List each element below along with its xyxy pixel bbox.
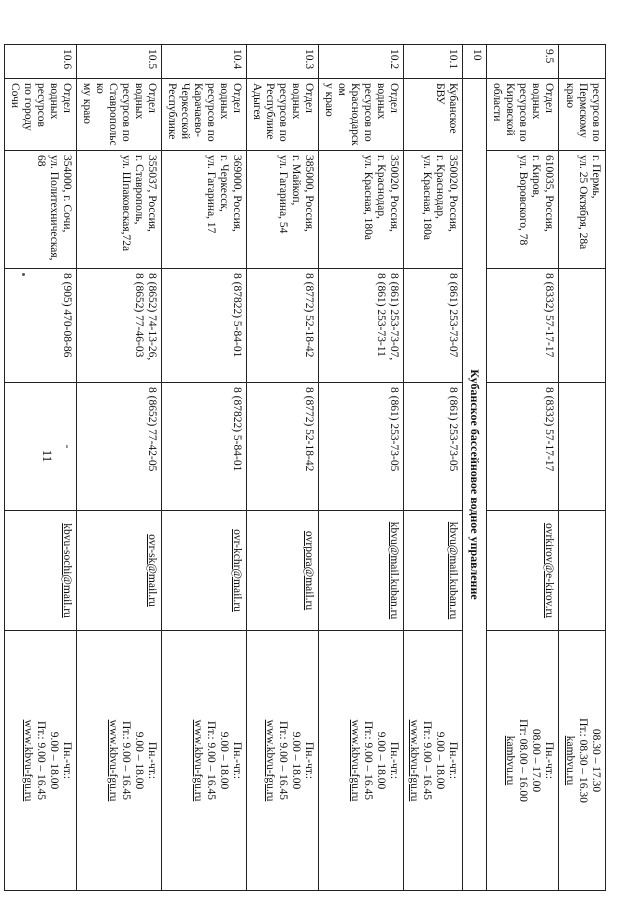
hours-line: Пн.-чт.:: [447, 741, 459, 780]
address-line: г. Киров,: [530, 155, 542, 198]
office-name-line: области: [491, 83, 503, 122]
address-line: г. Черкесск,: [218, 155, 230, 212]
phone: [247, 269, 319, 383]
office-name-line: Краснодарском: [336, 83, 361, 146]
row-number: 10.5: [77, 45, 162, 79]
phone-line: 8 (861) 253-73-11: [375, 273, 387, 357]
email-link[interactable]: kbvu@mail.kuban.ru: [404, 511, 463, 631]
website-link[interactable]: www.kbvu-fgu.ru: [192, 719, 204, 802]
hours-line: Пт.: 9.00 – 16.45: [120, 721, 132, 800]
fax: [319, 383, 404, 511]
hours-line: Пн.-чт.:: [146, 741, 158, 780]
working-hours: [77, 631, 162, 891]
office-name-line: ресурсов: [35, 83, 47, 127]
hours-line: Пн.-чт.:: [61, 741, 73, 780]
phone-line: 8 (87822) 5-84-01: [231, 273, 243, 358]
row-number: 10.1: [404, 45, 463, 79]
table-row: [162, 45, 247, 891]
row-number: 10.4: [162, 45, 247, 79]
address: [487, 151, 559, 269]
fax-line: 8 (8652) 77-42-05: [146, 387, 158, 472]
website-link[interactable]: www.kbvu-fgu.ru: [264, 719, 276, 802]
address: [404, 151, 463, 269]
website-link[interactable]: kambvu.ru: [504, 735, 516, 786]
hours-line: 08.00 – 17.00: [530, 728, 542, 793]
office-name-line: Отдел водных: [48, 83, 73, 120]
phone-line: 8 (8772) 52-18-42: [303, 273, 315, 358]
phone-line: 8 (905) 470-08-86: [61, 273, 73, 358]
fax: [559, 383, 606, 511]
fax: [404, 383, 463, 511]
address: [5, 151, 77, 269]
phone-line: 8 (8652) 74-13-26,: [146, 273, 158, 361]
office-name-line: краю: [564, 83, 576, 109]
website-link[interactable]: www.kbvu-fgu.ru: [349, 719, 361, 802]
address-line: г. Ставрополь,: [133, 155, 145, 225]
office-name-line: Республике: [264, 83, 276, 140]
fax: [5, 383, 77, 511]
address-line: 350020, Россия,: [447, 155, 459, 232]
phone-line: 8 (8332) 57-17-17: [543, 273, 555, 358]
row-number: 10: [463, 45, 487, 79]
website-link[interactable]: www.kbvu-fgu.ru: [408, 719, 420, 802]
address: [319, 151, 404, 269]
website-link[interactable]: www.kbvu-fgu.ru: [22, 719, 34, 802]
hours-line: Пт.: 08.30 – 16.30: [577, 718, 589, 803]
address-line: 350020, Россия,: [388, 155, 400, 232]
office-name-line: Отдел водных: [375, 83, 400, 120]
row-number: 10.3: [247, 45, 319, 79]
hours-line: Пн.-чт.:: [231, 741, 243, 780]
document-sheet: [9, 44, 606, 890]
address-line: г. Пермь,: [590, 155, 602, 199]
address-line: ул. Политехническая, 68: [35, 155, 60, 261]
row-number: [559, 45, 606, 79]
office-name: [404, 79, 463, 151]
address-line: ул. Шпаковская,72а: [120, 155, 132, 252]
fax-line: 8 (861) 253-73-05: [447, 387, 459, 472]
hours-line: 9.00 – 18.00: [218, 731, 230, 790]
website-link[interactable]: www.kbvu-fgu.ru: [107, 719, 119, 802]
hours-line: Пт.: 9.00 – 16.45: [205, 721, 217, 800]
fax-line: 8 (87822) 5-84-01: [231, 387, 243, 472]
fax: [487, 383, 559, 511]
address-line: 354000, г. Сочи,: [61, 155, 73, 233]
hours-line: 08.30 – 17.30: [590, 728, 602, 793]
office-name-line: ресурсов по: [362, 83, 374, 142]
address-line: г. Майкоп,: [290, 155, 302, 206]
working-hours: [404, 631, 463, 891]
contacts-table: [4, 44, 606, 891]
address-line: ул. Гагарина, 17: [205, 155, 217, 234]
table-row: [487, 45, 559, 891]
office-name-line: Республике: [166, 83, 178, 140]
email-link[interactable]: kbvu@mail.kuban.ru: [319, 511, 404, 631]
office-name-line: Ставропольско: [94, 83, 119, 146]
hours-line: Пт.: 9.00 – 16.45: [362, 721, 374, 800]
office-name: [5, 79, 77, 151]
address-line: г. Краснодар,: [434, 155, 446, 219]
office-name-line: Адыгея: [251, 83, 263, 120]
phone-line: 8 (861) 253-73-07,: [388, 273, 400, 361]
working-hours: [5, 631, 77, 891]
working-hours: [559, 631, 606, 891]
office-name: [247, 79, 319, 151]
fax: [162, 383, 247, 511]
phone: [162, 269, 247, 383]
table-row: [247, 45, 319, 891]
address-line: ул. Воровского, 78: [517, 155, 529, 246]
phone: [319, 269, 404, 383]
fax: [77, 383, 162, 511]
address: [247, 151, 319, 269]
phone-line: 8 (861) 253-73-07: [447, 273, 459, 358]
working-hours: [319, 631, 404, 891]
hours-line: 9.00 – 18.00: [375, 731, 387, 790]
hours-line: 9.00 – 18.00: [290, 731, 302, 790]
office-name-line: у краю: [323, 83, 335, 117]
fax: [247, 383, 319, 511]
email-link[interactable]: ovrpora@mail.ru: [247, 511, 319, 631]
address-line: 355037, Россия,: [146, 155, 158, 232]
office-name-line: Пермскому: [577, 83, 589, 138]
website-link[interactable]: kambvu.ru: [564, 735, 576, 786]
office-name: [487, 79, 559, 151]
email-link[interactable]: ovr-sk@mail.ru: [77, 511, 162, 631]
working-hours: [487, 631, 559, 891]
table-row: [319, 45, 404, 891]
phone: [559, 269, 606, 383]
address-line: 369000, Россия,: [231, 155, 243, 232]
phone: [404, 269, 463, 383]
fax-line: 8 (8332) 57-17-17: [543, 387, 555, 472]
table-row: [77, 45, 162, 891]
hours-line: 9.00 – 18.00: [48, 731, 60, 790]
hours-line: Пн.-чт.:: [303, 741, 315, 780]
office-name-line: ресурсов по: [277, 83, 289, 142]
hours-line: 9.00 – 18.00: [133, 731, 145, 790]
address-line: ул. Гагарина, 54: [277, 155, 289, 234]
address-line: ул. 25 Октября, 28а: [577, 155, 589, 250]
hours-line: Пт: 08.00 – 16.00: [517, 719, 529, 802]
row-number: 10.2: [319, 45, 404, 79]
working-hours: [247, 631, 319, 891]
email-link[interactable]: ovrkirov@e-kirov.ru: [487, 511, 559, 631]
address-line: г. Краснодар,: [375, 155, 387, 219]
phone: [5, 269, 77, 383]
hours-line: Пн.-чт.:: [388, 741, 400, 780]
section-title: Кубанское бассейновое водное управление: [463, 79, 487, 891]
office-name-line: Черкесской: [179, 83, 191, 140]
working-hours: [162, 631, 247, 891]
address-line: 610035, Россия,: [543, 155, 555, 232]
office-name-line: Отдел водных: [133, 83, 158, 120]
office-name-line: Отдел водных: [218, 83, 243, 120]
hours-line: Пн.-чт.:: [543, 741, 555, 780]
office-name-line: му краю: [81, 83, 93, 124]
email-link: [559, 511, 606, 631]
table-body: [5, 45, 606, 891]
office-name-line: ресурсов по: [590, 83, 602, 142]
address: [162, 151, 247, 269]
address-line: ул. Красная, 180а: [421, 155, 433, 241]
office-name-line: БВУ: [434, 83, 446, 105]
fax-line: 8 (861) 253-73-05: [388, 387, 400, 472]
address-line: 385000, Россия,: [303, 155, 315, 232]
fax-line: 8 (8772) 52-18-42: [303, 387, 315, 472]
office-name-line: ресурсов по: [205, 83, 217, 142]
hours-line: Пт.: 9.00 – 16.45: [35, 721, 47, 800]
office-name-line: Кировской: [504, 83, 516, 136]
office-name-line: Карачаево-: [192, 83, 204, 137]
office-name-line: по городу Сочи: [9, 83, 34, 131]
fax-line: -: [61, 444, 73, 449]
office-name: [162, 79, 247, 151]
office-name: [77, 79, 162, 151]
office-name-line: ресурсов по: [517, 83, 529, 142]
row-number: 9.5: [487, 45, 559, 79]
table-row: [559, 45, 606, 891]
address: [559, 151, 606, 269]
office-name-line: Отдел водных: [530, 83, 555, 120]
row-number: 10.6: [5, 45, 77, 79]
office-name-line: ресурсов по: [120, 83, 132, 142]
hours-line: Пт.: 9.00 – 16.45: [421, 721, 433, 800]
office-name-line: Кубанское: [447, 83, 459, 134]
rotated-table-wrapper: [9, 44, 606, 890]
table-row: [5, 45, 77, 891]
phone: [77, 269, 162, 383]
email-link[interactable]: kbvu-sochi@mail.ru: [5, 511, 77, 631]
address: [77, 151, 162, 269]
address-line: ул. Красная, 180а: [362, 155, 374, 241]
office-name: [559, 79, 606, 151]
office-name: [319, 79, 404, 151]
page-number: 11: [40, 449, 55, 463]
office-name-line: Отдел водных: [290, 83, 315, 120]
phone: [487, 269, 559, 383]
phone-line: 8 (8652) 77-46-03: [133, 273, 145, 358]
email-link[interactable]: ovr-kchr@mail.ru: [162, 511, 247, 631]
hours-line: 9.00 – 18.00: [434, 731, 446, 790]
hours-line: Пт.: 9.00 – 16.45: [277, 721, 289, 800]
table-row: [404, 45, 463, 891]
table-row: [463, 45, 487, 891]
